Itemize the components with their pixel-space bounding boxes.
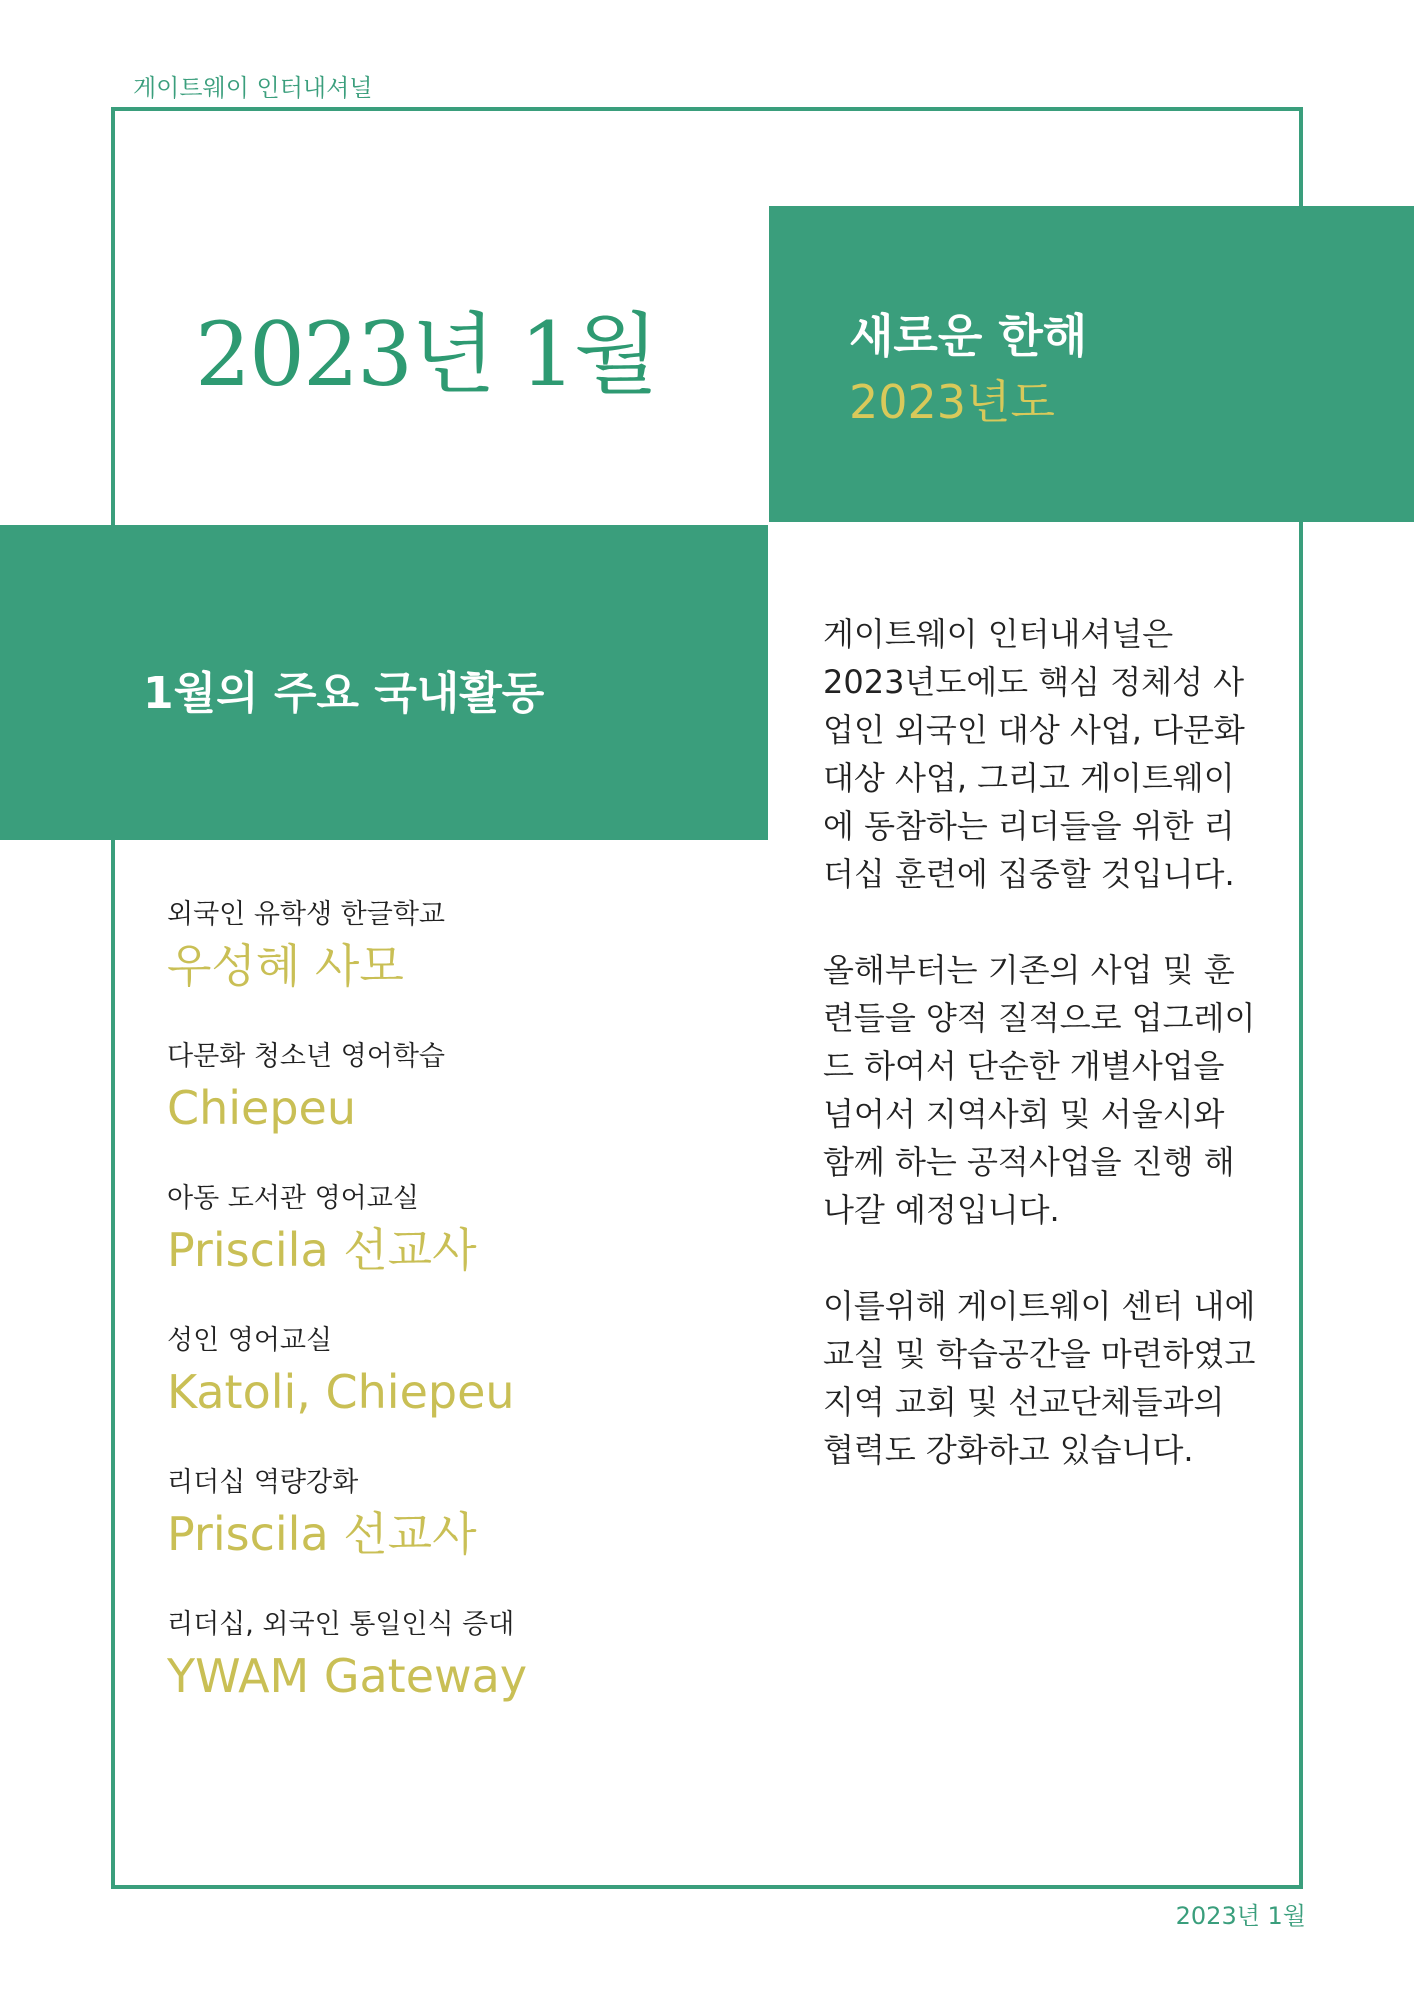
activity-list bbox=[167, 898, 747, 1750]
activity-label: 리더십, 외국인 통일인식 증대 bbox=[167, 1609, 515, 1640]
activity-item bbox=[167, 1466, 747, 1608]
right-panel-subheading: 2023년도 bbox=[849, 375, 1055, 429]
footer-date: 2023년 1월 bbox=[1175, 1902, 1306, 1930]
org-name-header: 게이트웨이 인터내셔널 bbox=[133, 74, 373, 102]
body-paragraph: 이를위해 게이트웨이 센터 내에 교실 및 학습공간을 마련하였고 지역 교회 및 선교단체들과의 협력도 강화하고 있습니다. bbox=[823, 1287, 1256, 1469]
activity-leader: Katoli, Chiepeu bbox=[167, 1365, 515, 1419]
body-text bbox=[823, 610, 1263, 1522]
right-panel-heading: 새로운 한해 bbox=[849, 309, 1088, 363]
activity-item bbox=[167, 898, 747, 1040]
activity-leader: Chiepeu bbox=[167, 1081, 357, 1135]
activity-item bbox=[167, 1324, 747, 1466]
activity-label: 리더십 역량강화 bbox=[167, 1467, 359, 1498]
activity-label: 성인 영어교실 bbox=[167, 1325, 333, 1356]
activity-leader: YWAM Gateway bbox=[167, 1649, 528, 1703]
activity-label: 아동 도서관 영어교실 bbox=[167, 1183, 419, 1214]
activity-leader: 우성혜 사모 bbox=[167, 939, 404, 993]
activity-item bbox=[167, 1608, 747, 1750]
main-title: 2023년 1월 bbox=[195, 303, 657, 406]
activity-label: 외국인 유학생 한글학교 bbox=[167, 899, 445, 930]
body-paragraph: 올해부터는 기존의 사업 및 훈련들을 양적 질적으로 업그레이드 하여서 단순한 개별사업을 넘어서 지역사회 및 서울시와 함께 하는 공적사업을 진행 해 나갈 예정입니다. bbox=[823, 951, 1256, 1229]
body-paragraph: 게이트웨이 인터내셔널은 2023년도에도 핵심 정체성 사업인 외국인 대상 사업, 다문화 대상 사업, 그리고 게이트웨이에 동참하는 리더들을 위한 리더십 훈련에 집중할 것입니다. bbox=[823, 615, 1245, 893]
left-panel-heading: 1월의 주요 국내활동 bbox=[143, 668, 545, 719]
activity-item bbox=[167, 1040, 747, 1182]
activity-leader: Priscila 선교사 bbox=[167, 1507, 477, 1561]
activity-leader: Priscila 선교사 bbox=[167, 1223, 477, 1277]
activity-label: 다문화 청소년 영어학습 bbox=[167, 1041, 445, 1072]
activity-item bbox=[167, 1182, 747, 1324]
